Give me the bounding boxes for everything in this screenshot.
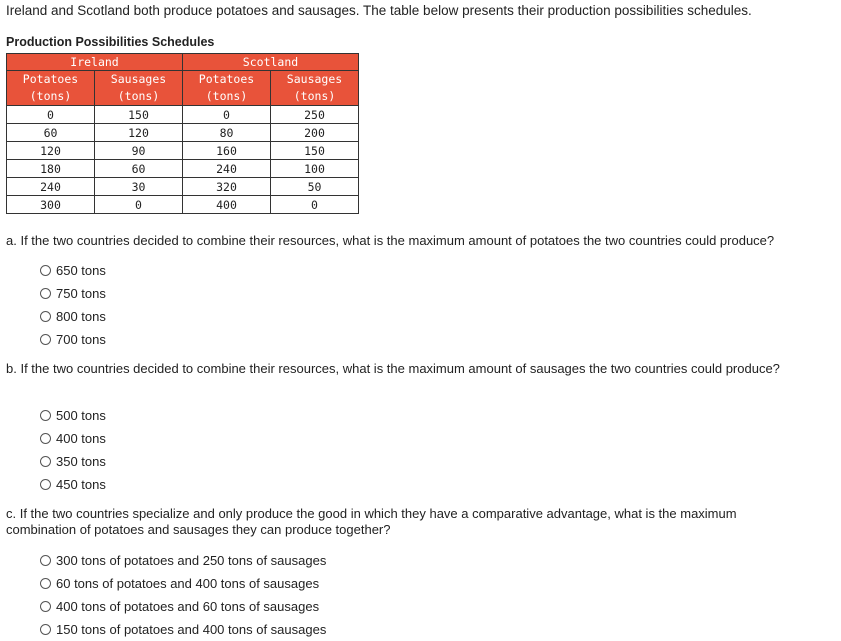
radio-button-icon[interactable] bbox=[40, 288, 51, 299]
table-cell: 250 bbox=[271, 106, 359, 124]
radio-button-icon[interactable] bbox=[40, 479, 51, 490]
table-cell: 60 bbox=[95, 160, 183, 178]
table-row bbox=[7, 142, 359, 160]
table-cell: 0 bbox=[95, 196, 183, 214]
table-cell: 180 bbox=[7, 160, 95, 178]
table-cell: 160 bbox=[183, 142, 271, 160]
table-cell: 80 bbox=[183, 124, 271, 142]
table-cell: 150 bbox=[95, 106, 183, 124]
radio-button-icon[interactable] bbox=[40, 334, 51, 345]
question-b-options bbox=[40, 404, 106, 496]
answer-option[interactable]: 350 tons bbox=[40, 450, 106, 473]
question-a-text: a. If the two countries decided to combine their resources, what is the maximum amount of potatoes the two countries could produce? bbox=[6, 233, 775, 248]
table-cell: 0 bbox=[183, 106, 271, 124]
table-cell: 90 bbox=[95, 142, 183, 160]
table-cell: 400 bbox=[183, 196, 271, 214]
group-header-scotland: Scotland bbox=[183, 54, 359, 71]
radio-button-icon[interactable] bbox=[40, 311, 51, 322]
column-header: Sausages (tons) bbox=[95, 71, 183, 106]
column-header: Potatoes (tons) bbox=[183, 71, 271, 106]
radio-button-icon[interactable] bbox=[40, 265, 51, 276]
table-cell: 320 bbox=[183, 178, 271, 196]
column-header: Sausages (tons) bbox=[271, 71, 359, 106]
table-cell: 30 bbox=[95, 178, 183, 196]
table-cell: 200 bbox=[271, 124, 359, 142]
radio-button-icon[interactable] bbox=[40, 433, 51, 444]
intro-text: Ireland and Scotland both produce potatoes and sausages. The table below presents their production possibilities schedules. bbox=[6, 3, 752, 18]
table-row bbox=[7, 124, 359, 142]
production-table bbox=[6, 53, 359, 214]
answer-option[interactable]: 750 tons bbox=[40, 282, 106, 305]
table-cell: 240 bbox=[7, 178, 95, 196]
group-header-ireland: Ireland bbox=[7, 54, 183, 71]
answer-option[interactable]: 800 tons bbox=[40, 305, 106, 328]
table-cell: 120 bbox=[7, 142, 95, 160]
answer-option[interactable]: 500 tons bbox=[40, 404, 106, 427]
radio-button-icon[interactable] bbox=[40, 578, 51, 589]
answer-option[interactable]: 450 tons bbox=[40, 473, 106, 496]
table-cell: 50 bbox=[271, 178, 359, 196]
answer-option[interactable]: 700 tons bbox=[40, 328, 106, 351]
answer-option[interactable]: 650 tons bbox=[40, 259, 106, 282]
table-cell: 0 bbox=[7, 106, 95, 124]
table-cell: 60 bbox=[7, 124, 95, 142]
table-title: Production Possibilities Schedules bbox=[6, 35, 215, 49]
table-row bbox=[7, 106, 359, 124]
question-c-options bbox=[40, 549, 326, 641]
answer-option[interactable]: 300 tons of potatoes and 250 tons of sausages bbox=[40, 549, 326, 572]
table-row bbox=[7, 160, 359, 178]
table-cell: 120 bbox=[95, 124, 183, 142]
answer-option[interactable]: 400 tons of potatoes and 60 tons of sausages bbox=[40, 595, 326, 618]
answer-option[interactable]: 60 tons of potatoes and 400 tons of sausages bbox=[40, 572, 326, 595]
question-c-text: c. If the two countries specialize and only produce the good in which they have a comparative advantage, what is the maximum combination of potatoes and sausages they can produce together? bbox=[6, 506, 737, 537]
table-cell: 150 bbox=[271, 142, 359, 160]
radio-button-icon[interactable] bbox=[40, 410, 51, 421]
answer-option[interactable]: 150 tons of potatoes and 400 tons of sausages bbox=[40, 618, 326, 641]
column-header: Potatoes (tons) bbox=[7, 71, 95, 106]
table-cell: 100 bbox=[271, 160, 359, 178]
question-a-options bbox=[40, 259, 106, 351]
table-cell: 300 bbox=[7, 196, 95, 214]
table-row bbox=[7, 178, 359, 196]
table-cell: 240 bbox=[183, 160, 271, 178]
answer-option[interactable]: 400 tons bbox=[40, 427, 106, 450]
radio-button-icon[interactable] bbox=[40, 456, 51, 467]
question-b-text: b. If the two countries decided to combine their resources, what is the maximum amount of sausages the two countries could produce? bbox=[6, 361, 780, 376]
table-cell: 0 bbox=[271, 196, 359, 214]
radio-button-icon[interactable] bbox=[40, 555, 51, 566]
table-row bbox=[7, 196, 359, 214]
radio-button-icon[interactable] bbox=[40, 601, 51, 612]
radio-button-icon[interactable] bbox=[40, 624, 51, 635]
